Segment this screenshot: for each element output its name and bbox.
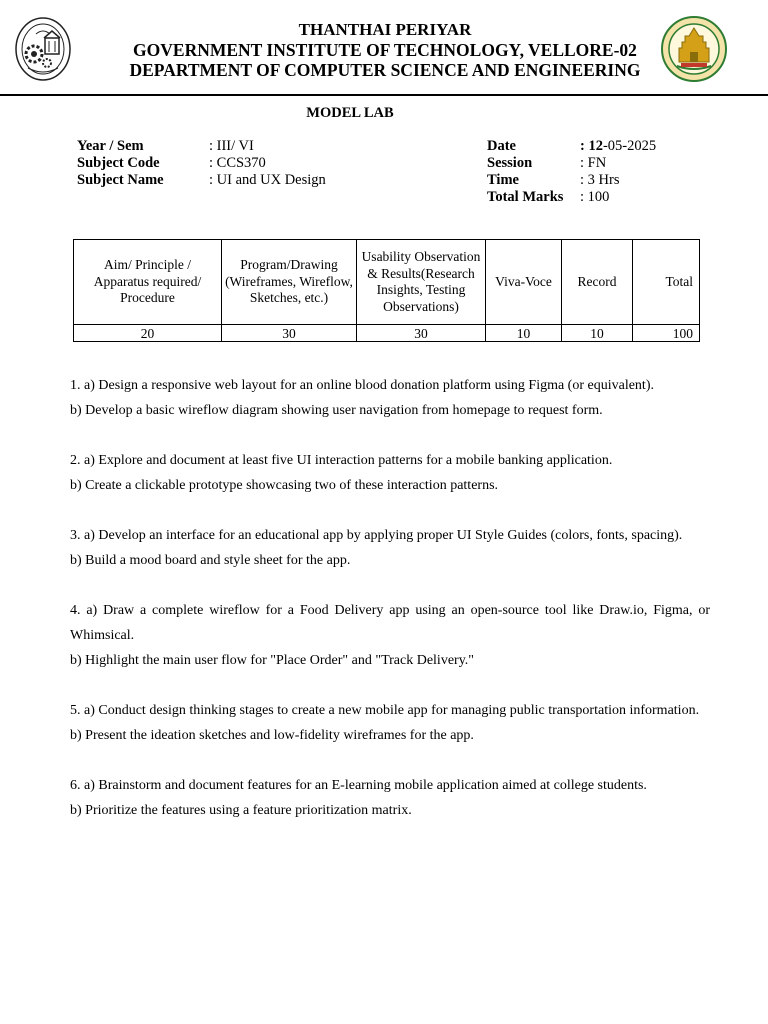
meta-value: : FN	[580, 155, 607, 171]
meta-row-session	[487, 155, 656, 172]
question-list	[70, 373, 710, 848]
meta-value: : 3 Hrs	[580, 172, 620, 188]
question-part-a: 1. a) Design a responsive web layout for an online blood donation platform using Figma (or equivalent).	[70, 378, 654, 393]
question-part-a: 5. a) Conduct design thinking stages to create a new mobile app for managing public transportation information.	[70, 703, 700, 718]
table-header-cell: Total	[633, 240, 700, 325]
question-part-b: b) Present the ideation sketches and low-fidelity wireframes for the app.	[70, 728, 474, 743]
meta-value: : 100	[580, 189, 610, 205]
question-item	[70, 373, 710, 423]
meta-row-subject-name	[77, 172, 326, 189]
table-header-cell: Viva-Voce	[486, 240, 562, 325]
question-part-a: 6. a) Brainstorm and document features for an E-learning mobile application aimed at college students.	[70, 778, 647, 793]
header-line-1: THANTHAI PERIYAR	[298, 20, 472, 39]
meta-row-total-marks	[487, 189, 656, 206]
table-cell: 20	[74, 325, 222, 342]
question-item	[70, 773, 710, 823]
table-header-cell: Program/Drawing (Wireframes, Wireflow, Sketches, etc.)	[222, 240, 357, 325]
table-cell: 100	[633, 325, 700, 342]
meta-key: Total Marks	[487, 189, 564, 205]
meta-row-year	[77, 138, 326, 155]
question-part-a: 3. a) Develop an interface for an educational app by applying proper UI Style Guides (colors, fonts, spacing).	[70, 528, 683, 543]
meta-key: Year / Sem	[77, 138, 144, 154]
meta-key: Subject Code	[77, 155, 160, 171]
question-item	[70, 598, 710, 673]
header-line-2: GOVERNMENT INSTITUTE OF TECHNOLOGY, VELLORE-02	[133, 40, 637, 60]
meta-value	[580, 138, 656, 155]
meta-row-date	[487, 138, 656, 155]
table-cell: 30	[222, 325, 357, 342]
meta-value: : CCS370	[209, 155, 266, 171]
table-cell: 10	[562, 325, 633, 342]
meta-value: : UI and UX Design	[209, 172, 326, 188]
table-header-cell: Usability Observation & Results(Research Insights, Testing Observations)	[357, 240, 486, 325]
question-part-b: b) Prioritize the features using a feature prioritization matrix.	[70, 803, 412, 818]
meta-key: Session	[487, 155, 533, 171]
question-part-b: b) Build a mood board and style sheet for the app.	[70, 553, 351, 568]
exam-title: MODEL LAB	[306, 105, 394, 121]
question-item	[70, 448, 710, 498]
meta-key: Subject Name	[77, 172, 164, 188]
meta-value: : III/ VI	[209, 138, 254, 154]
table-cell: 30	[357, 325, 486, 342]
date-day: 12	[588, 138, 603, 154]
exam-details	[487, 138, 656, 206]
question-item	[70, 698, 710, 748]
header-line-3: DEPARTMENT OF COMPUTER SCIENCE AND ENGINEERING	[129, 60, 641, 80]
marks-distribution-table	[73, 239, 700, 342]
question-part-b: b) Highlight the main user flow for "Place Order" and "Track Delivery."	[70, 653, 474, 668]
date-sep: :	[580, 138, 589, 154]
table-header-cell: Aim/ Principle / Apparatus required/ Procedure	[74, 240, 222, 325]
date-rest: -05-2025	[602, 138, 657, 154]
table-row	[74, 325, 700, 342]
table-cell: 10	[486, 325, 562, 342]
question-part-b: b) Develop a basic wireflow diagram showing user navigation from homepage to request form.	[70, 403, 603, 418]
question-item	[70, 523, 710, 573]
question-part-a: 4. a) Draw a complete wireflow for a Food Delivery app using an open-source tool like Draw.io, Figma, or Whimsical.	[70, 603, 710, 643]
meta-row-time	[487, 172, 656, 189]
institution-header	[90, 20, 680, 80]
meta-key: Time	[487, 172, 519, 188]
meta-row-subject-code	[77, 155, 326, 172]
table-header-row	[74, 240, 700, 325]
table-header-cell: Record	[562, 240, 633, 325]
question-part-b: b) Create a clickable prototype showcasing two of these interaction patterns.	[70, 478, 499, 493]
course-details	[77, 138, 326, 189]
header-divider	[0, 94, 768, 96]
question-part-a: 2. a) Explore and document at least five UI interaction patterns for a mobile banking application.	[70, 453, 613, 468]
meta-key: Date	[487, 138, 516, 154]
institute-emblem-logo	[14, 16, 72, 82]
